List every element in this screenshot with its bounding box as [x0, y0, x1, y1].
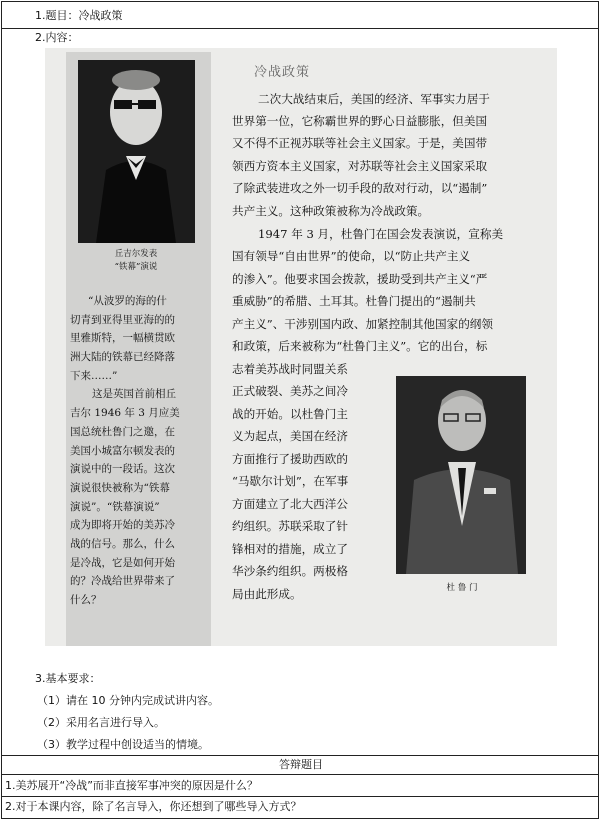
row-divider	[1, 755, 599, 756]
truman-photo	[396, 376, 526, 574]
sidebar-line: 演说中的一段话。这次	[70, 463, 175, 476]
sidebar-line: 里雅斯特，一幅横贯欧	[70, 332, 175, 345]
body-line: 局由此形成。	[232, 587, 302, 601]
churchill-caption-line: “铁幕”演说	[114, 262, 158, 272]
body-line: 方面建立了北大西洋公	[232, 497, 348, 511]
sidebar-line: 下来……”	[70, 369, 118, 382]
truman-caption: 杜 鲁 门	[446, 583, 478, 593]
body-line: 又不得不正视苏联等社会主义国家。于是，美国带	[232, 136, 488, 150]
sidebar-line: 成为即将开始的美苏冷	[70, 519, 175, 532]
body-line: 世界第一位，它称霸世界的野心日益膨胀，但美国	[232, 114, 488, 128]
topic-title: 1.题目：冷战政策	[35, 9, 123, 22]
content-label: 2.内容：	[35, 31, 79, 44]
body-line: 方面推行了援助西欧的	[232, 452, 348, 466]
defense-question: 1.美苏展开“冷战”而非直接军事冲突的原因是什么？	[5, 779, 258, 792]
sidebar-line: 演说”。“铁幕演说”	[70, 500, 160, 513]
requirement-item: （3）教学过程中创设适当的情境。	[37, 738, 209, 751]
sidebar-line: 战的信号。那么，什么	[70, 537, 175, 550]
body-line: 和政策，后来被称为“杜鲁门主义”。它的出台，标	[232, 339, 488, 353]
body-line: 产主义”、干涉别国内政、加紧控制其他国家的纲领	[232, 317, 493, 331]
row-divider	[1, 796, 599, 797]
sidebar-line: 演说很快被称为“铁幕	[70, 481, 170, 494]
requirement-item: （2）采用名言进行导入。	[37, 716, 165, 729]
body-line: 志着美苏战时同盟关系	[232, 362, 348, 376]
body-line: 战的开始。以杜鲁门主	[232, 407, 348, 421]
sidebar-line: 什么？	[70, 594, 102, 606]
body-line: 1947 年 3 月，杜鲁门在国会发表演说，宣称美	[258, 227, 504, 241]
defense-header: 答辩题目	[279, 758, 323, 771]
body-line: 领西方资本主义国家，对苏联等社会主义国家采取	[232, 159, 488, 173]
churchill-caption-line: 丘吉尔发表	[114, 249, 158, 259]
defense-question: 2.对于本课内容，除了名言导入，你还想到了哪些导入方式？	[5, 800, 302, 813]
body-line: 重威胁”的希腊、土耳其。杜鲁门提出的“遏制共	[232, 294, 476, 308]
sidebar-line: 洲大陆的铁幕已经降落	[70, 351, 175, 364]
body-line: “马歇尔计划”，在军事	[232, 474, 349, 488]
row-divider	[1, 774, 599, 775]
body-line: 了除武装进攻之外一切手段的敌对行动，以“遏制”	[232, 181, 488, 195]
sidebar-line: “从波罗的海的什	[88, 295, 167, 307]
body-line: 的渗入”。他要求国会拨款，援助受到共产主义“严	[232, 272, 488, 286]
churchill-photo	[78, 60, 195, 243]
sidebar-line: 吉尔 1946 年 3 月应美	[70, 407, 180, 420]
sidebar-line: 切青到亚得里亚海的的	[70, 313, 175, 326]
body-line: 锋相对的措施，成立了	[232, 542, 348, 556]
body-line: 共产主义。这种政策被称为冷战政策。	[232, 204, 430, 218]
row-divider	[1, 28, 599, 29]
body-line: 国有领导“自由世界”的使命，以“防止共产主义	[232, 249, 471, 263]
sidebar-line: 是冷战，它是如何开始	[70, 556, 175, 569]
body-line: 正式破裂、美苏之间冷	[232, 384, 348, 398]
sidebar-text	[70, 292, 208, 610]
body-line: 华沙条约组织。两极格	[232, 564, 348, 578]
body-line: 义为起点，美国在经济	[232, 429, 348, 443]
requirements-title: 3.基本要求：	[35, 672, 101, 685]
textbook-heading: 冷战政策	[254, 65, 311, 80]
sidebar-line: 这是英国首前相丘	[92, 388, 176, 401]
body-line: 二次大战结束后，美国的经济、军事实力居于	[258, 92, 490, 106]
body-line: 约组织。苏联采取了针	[232, 519, 348, 533]
sidebar-line: 美国小城富尔顿发表的	[70, 444, 175, 457]
sidebar-line: 的？冷战给世界带来了	[70, 575, 175, 588]
requirement-item: （1）请在 10 分钟内完成试讲内容。	[37, 694, 219, 707]
sidebar-line: 国总统杜鲁门之邀，在	[70, 425, 175, 438]
